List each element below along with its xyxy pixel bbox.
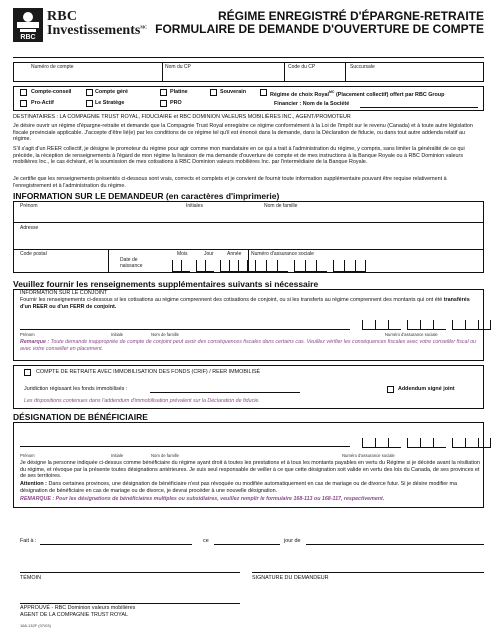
checkbox-platine[interactable] bbox=[160, 89, 167, 96]
nom-famille-label: Nom de famille bbox=[264, 203, 298, 209]
digit-cell[interactable] bbox=[433, 438, 446, 448]
compte-conseil-label: Compte-conseil bbox=[31, 89, 72, 95]
checkbox-pro-actif[interactable] bbox=[20, 100, 27, 107]
checkbox-souverain[interactable] bbox=[210, 89, 217, 96]
financier-field[interactable] bbox=[360, 107, 478, 108]
logo-text: RBC bbox=[20, 34, 36, 41]
digit-cell[interactable] bbox=[238, 260, 247, 272]
account-number-label: Numéro de compte bbox=[31, 64, 74, 70]
approuve-line[interactable] bbox=[20, 603, 240, 604]
beneficiary-text: Je désigne la personne indiquée ci-dessus comme bénéficiaire du régime ayant droit à toutes les prestations et à tous les montants payables en vertu du Régime si je décède avant la résiliation du régime, et révoque par la présente toutes désignations antérieures. Je suis seul responsable de veiller à ce que cette désignation soit valide en vertu des lois du Canada, de ses provinces et de ses territoires. bbox=[20, 460, 480, 480]
digit-cell[interactable] bbox=[388, 438, 401, 448]
digit-cell[interactable] bbox=[465, 320, 478, 330]
approuve-line1: APPROUVÉ - RBC Dominion valeurs mobilières bbox=[20, 605, 136, 611]
financier-label: Financier : Nom de la Société bbox=[274, 101, 350, 107]
checkbox-regime-choix[interactable] bbox=[260, 89, 267, 96]
digit-cell[interactable] bbox=[407, 320, 420, 330]
crif-label: COMPTE DE RETRAITE AVEC IMMOBILISATION DES FONDS (CRIF) / REER IMMOBILISÉ bbox=[36, 369, 261, 375]
beneficiary-remarque: REMARQUE : Pour les désignations de bénéficiaires multiples ou subsidiaires, veuillez remplir le formulaire 168-113 ou 168-117, respectivement. bbox=[20, 496, 385, 502]
brand-subtitle: Investissements$^{MC}$ bbox=[47, 23, 148, 38]
code-postal-label: Code postal bbox=[20, 251, 47, 257]
platine-label: Platine bbox=[170, 89, 188, 95]
beneficiary-name-line[interactable] bbox=[20, 446, 350, 447]
checkbox-addendum[interactable] bbox=[387, 386, 394, 393]
digit-cell[interactable] bbox=[344, 260, 355, 272]
page-title: RÉGIME ENREGISTRÉ D'ÉPARGNE-RETRAITE bbox=[218, 9, 484, 23]
pro-actif-label: Pro-Actif bbox=[31, 100, 54, 106]
mois-label: Mois bbox=[177, 251, 188, 257]
intro-paragraph-3: Je certifie que les renseignements présentés ci-dessous sont vrais, corrects et complets et je convient de fournir toute information supplémentaire pouvant être requise relativement à l'enregistrement et à l'administration du régime. bbox=[13, 176, 447, 189]
digit-cell[interactable] bbox=[181, 260, 190, 272]
regime-choix-label: Régime de choix Royal$^{MC}$ (Placement collectif) offert par RBC Group bbox=[270, 90, 445, 98]
destinataires-text: DESTINATAIRES : LA COMPAGNIE TRUST ROYAL, FIDUCIAIRE et RBC DOMINION VALEURS MOBILIÈRES INC., AGENT/PROMOTEUR bbox=[13, 114, 351, 120]
signature-line[interactable] bbox=[252, 572, 484, 573]
cp-code-label: Code du CP bbox=[288, 64, 316, 70]
digit-cell[interactable] bbox=[196, 260, 205, 272]
annee-label: Année bbox=[227, 251, 242, 257]
digit-cell[interactable] bbox=[362, 320, 375, 330]
digit-cell[interactable] bbox=[433, 320, 446, 330]
cp-name-label: Nom du CP bbox=[165, 64, 191, 70]
digit-cell[interactable] bbox=[420, 320, 433, 330]
digit-cell[interactable] bbox=[305, 260, 316, 272]
conjoint-nom-label: Nom de famille bbox=[151, 332, 179, 337]
digit-cell[interactable] bbox=[266, 260, 277, 272]
digit-cell[interactable] bbox=[277, 260, 288, 272]
ce-label: ce bbox=[203, 538, 209, 544]
ce-field[interactable] bbox=[214, 544, 280, 545]
digit-cell[interactable] bbox=[220, 260, 229, 272]
prenom-label: Prénom bbox=[20, 203, 38, 209]
applicant-heading: INFORMATION SUR LE DEMANDEUR (en caractères d'imprimerie) bbox=[13, 191, 280, 201]
conjoint-title: INFORMATION SUR LE CONJOINT bbox=[20, 290, 108, 296]
branch-label: Succursale bbox=[350, 64, 375, 70]
digit-cell[interactable] bbox=[333, 260, 344, 272]
juridiction-label: Juridiction régissant les fonds immobilisés : bbox=[24, 386, 128, 392]
addendum-label: Addendum signé joint bbox=[398, 386, 455, 392]
fait-a-label: Fait à : bbox=[20, 538, 37, 544]
temoin-label: TÉMOIN bbox=[20, 575, 41, 581]
brand-name: RBC bbox=[47, 9, 78, 24]
digit-cell[interactable] bbox=[478, 320, 491, 330]
digit-cell[interactable] bbox=[355, 260, 366, 272]
beneficiary-nom-label: Nom de famille bbox=[151, 453, 179, 458]
conjoint-name-line[interactable] bbox=[20, 329, 350, 330]
checkbox-pro[interactable] bbox=[160, 100, 167, 107]
date-naissance-label: Date de naissance bbox=[120, 257, 143, 269]
digit-cell[interactable] bbox=[375, 320, 388, 330]
le-stratege-label: Le Stratège bbox=[95, 100, 125, 106]
jour-de-field[interactable] bbox=[306, 544, 484, 545]
fait-a-field[interactable] bbox=[40, 544, 192, 545]
conjoint-prenom-label: Prénom bbox=[20, 332, 35, 337]
conjoint-text: Fournir les renseignements ci-dessous si les cotisations au régime comprennent des cotisations de conjoint, ou si les transferts au régime comprennent des montants qui ont été transférés d'un REER ou d'un FERR de conjoint. bbox=[20, 297, 470, 310]
beneficiary-nas-label: Numéro d'assurance sociale bbox=[342, 453, 395, 458]
initiales-label: Initiales bbox=[186, 203, 203, 209]
form-code: 168-132F (07/03) bbox=[20, 623, 51, 628]
compte-gere-label: Compte géré bbox=[95, 89, 128, 95]
digit-cell[interactable] bbox=[294, 260, 305, 272]
digit-cell[interactable] bbox=[407, 438, 420, 448]
juridiction-field[interactable] bbox=[150, 392, 300, 393]
digit-cell[interactable] bbox=[255, 260, 266, 272]
rbc-logo bbox=[13, 8, 43, 42]
intro-paragraph-1: Je désire ouvrir un régime d'épargne-retraite et demande que la Compagnie Trust Royal enregistre ce régime conformément à la Loi de l'impôt sur le revenu (Canada) et à toute autre législation fiscale provinciale applicable. J'accepte d'être lié(e) par les conditions de ce régime tel qu'il est énoncé dans la demande, dans la Déclaration de fiducie, ou dans tout autre addenda relatif au régime. bbox=[13, 123, 473, 143]
beneficiary-prenom-label: Prénom bbox=[20, 453, 35, 458]
nas-label: Numéro d'assurance sociale bbox=[251, 251, 314, 257]
digit-cell[interactable] bbox=[316, 260, 327, 272]
checkbox-le-stratege[interactable] bbox=[86, 100, 93, 107]
checkbox-crif[interactable] bbox=[24, 369, 31, 376]
digit-cell[interactable] bbox=[465, 438, 478, 448]
beneficiary-attention: Attention : Dans certaines provinces, une désignation de bénéficiaire n'est pas révoquée ou modifiée automatiquement en cas de mariage ou de divorce futur. Si je désire modifier ma désignation de bénéficiaire en cas de mariage ou de divorce, je devrai procéder à une nouvelle désignation. bbox=[20, 481, 458, 494]
digit-cell[interactable] bbox=[205, 260, 214, 272]
intro-paragraph-2: S'il s'agit d'un REER collectif, je désigne le promoteur du régime pour agir comme mon mandataire en ce qui a trait à l'administration du régime, y compris, sans limiter la généralité de ce qui précède, la réception de renseignements à l'égard de mon régime la livraison de ma demande d'ouverture de compte et de mes instructions à la Banque Royale ou à RBC Dominion valeurs mobilières Inc., le cas échéant, et la soumission de mes cotisations à RBC Dominion valeurs mobilières Inc. par l'intermédiaire de la Banque Royale. bbox=[13, 146, 465, 166]
digit-cell[interactable] bbox=[478, 438, 491, 448]
digit-cell[interactable] bbox=[452, 320, 465, 330]
checkbox-compte-gere[interactable] bbox=[86, 89, 93, 96]
pro-label: PRO bbox=[170, 100, 182, 106]
conjoint-remarque: Remarque : Toute demande inappropriée de compte de conjoint peut avoir des conséquences fiscales dans certains cas. Veuillez vérifier les conséquences fiscales avec votre conseiller fiscal ou avec votre conseiller en placement. bbox=[20, 339, 476, 352]
crif-note: Les dispositions contenues dans l'addendum d'immobilisation prévalent sur la Déclaration de fiducie. bbox=[24, 398, 260, 404]
temoin-line[interactable] bbox=[20, 572, 240, 573]
digit-cell[interactable] bbox=[362, 438, 375, 448]
digit-cell[interactable] bbox=[388, 320, 401, 330]
account-info-box bbox=[13, 62, 484, 82]
jour-label: Jour bbox=[204, 251, 214, 257]
digit-cell[interactable] bbox=[452, 438, 465, 448]
signature-demandeur-label: SIGNATURE DU DEMANDEUR bbox=[252, 575, 329, 581]
checkbox-compte-conseil[interactable] bbox=[20, 89, 27, 96]
digit-cell[interactable] bbox=[420, 438, 433, 448]
beneficiary-heading: DÉSIGNATION DE BÉNÉFICIAIRE bbox=[13, 412, 148, 422]
conjoint-initiale-label: Initiale bbox=[111, 332, 124, 337]
souverain-label: Souverain bbox=[220, 89, 247, 95]
conjoint-nas-label: Numéro d'assurance sociale bbox=[385, 332, 438, 337]
jour-de-label: jour de bbox=[284, 538, 301, 544]
approuve-line2: AGENT DE LA COMPAGNIE TRUST ROYAL bbox=[20, 612, 128, 618]
header-divider bbox=[13, 57, 484, 58]
digit-cell[interactable] bbox=[247, 260, 256, 272]
adresse-label: Adresse bbox=[20, 225, 39, 231]
digit-cell[interactable] bbox=[229, 260, 238, 272]
digit-cell[interactable] bbox=[172, 260, 181, 272]
digit-cell[interactable] bbox=[375, 438, 388, 448]
additional-info-heading: Veuillez fournir les renseignements supplémentaires suivants si nécessaire bbox=[13, 279, 319, 289]
beneficiary-initiale-label: Initiale bbox=[111, 453, 124, 458]
page-subtitle: FORMULAIRE DE DEMANDE D'OUVERTURE DE COMPTE bbox=[155, 22, 484, 36]
